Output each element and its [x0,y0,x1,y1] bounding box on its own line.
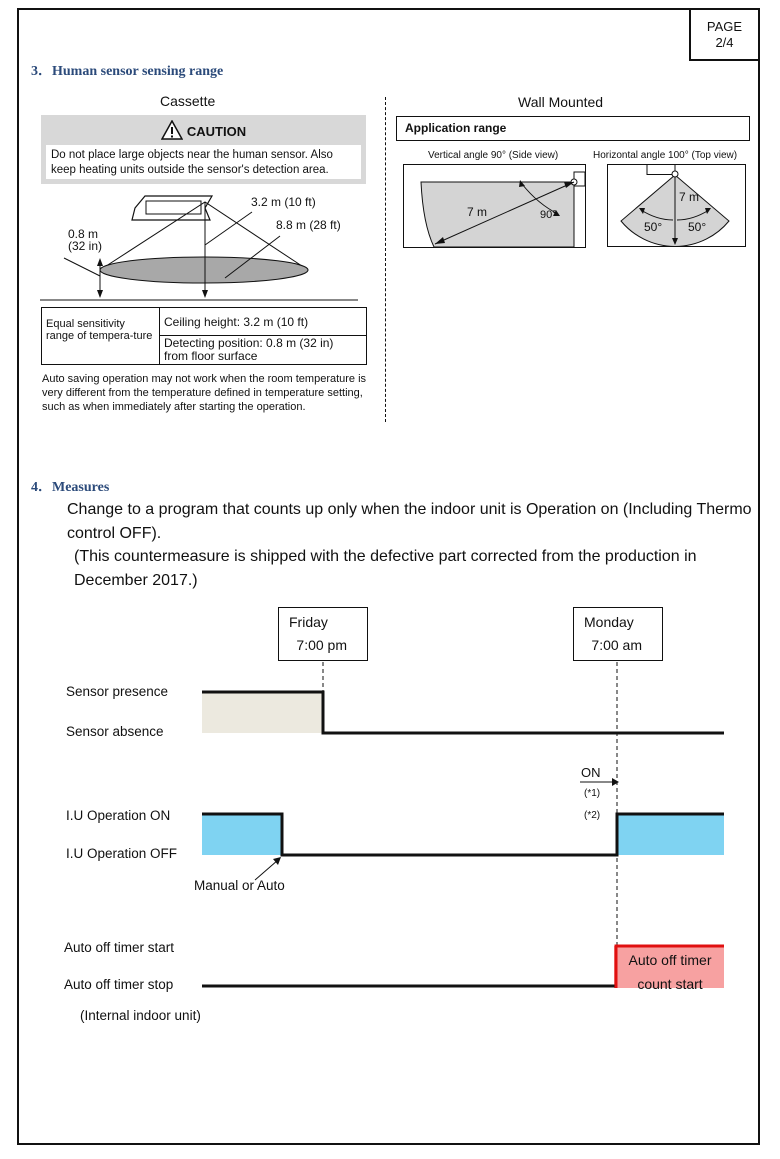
measures-para1-line2: control OFF). [67,525,162,542]
dim-low-m: 0.8 m [68,227,99,241]
iu-off-label: I.U Operation OFF [66,846,178,861]
monday-time: 7:00 am [591,637,642,653]
horizontal-caption: Horizontal angle 100° (Top view) [593,150,738,161]
table-row1: Ceiling height: 3.2 m (10 ft) [164,315,309,329]
on-label: ON [581,765,601,780]
timer-count-label [616,948,724,996]
dim-width: 8.8 m (28 ft) [276,218,341,232]
wall-mounted-title: Wall Mounted [518,94,604,110]
note-1: (*1) [584,788,601,799]
side-view-diagram [403,164,586,249]
caution-header [41,115,366,145]
top-angle-left: 50° [644,220,663,234]
sensor-absence-label: Sensor absence [66,724,164,739]
application-range-box: Application range [396,116,750,141]
measures-para1-line1: Change to a program that counts up only when the indoor unit is Operation on (Including Thermo [67,501,752,518]
column-divider [385,97,386,422]
measures-para2-line1: (This countermeasure is shipped with the defective part corrected from the production in [74,548,697,565]
timer-count-line2: count start [637,976,703,992]
section-3-title: 3．Human sensor sensing range [31,64,224,79]
cassette-title: Cassette [160,93,216,109]
iu-on-label: I.U Operation ON [66,808,171,823]
monday-day: Monday [584,614,634,630]
timer-start-label: Auto off timer start [64,940,175,955]
timer-count-line1: Auto off timer [628,952,712,968]
sensitivity-table [41,307,367,365]
friday-time: 7:00 pm [296,637,347,653]
manual-or-auto-label: Manual or Auto [194,878,285,893]
table-row2-a: Detecting position: 0.8 m (32 in) [164,336,334,350]
top-distance: 7 m [679,190,700,204]
dim-height: 3.2 m (10 ft) [251,195,316,209]
caution-title: CAUTION [186,124,247,139]
internal-indoor-label: (Internal indoor unit) [80,1008,201,1023]
monday-marker-box [573,607,663,661]
caution-box [41,115,366,184]
sensor-presence-label: Sensor presence [66,684,169,699]
friday-day: Friday [289,614,328,630]
table-row2-b: from floor surface [164,349,258,363]
top-view-diagram [607,164,747,248]
timer-stop-label: Auto off timer stop [64,977,174,992]
section-4-title: 4．Measures [31,480,110,495]
caution-text: Do not place large objects near the human sensor. Also keep heating units outside the sensor's detection area. [46,145,361,179]
dim-low-in: (32 in) [68,239,103,253]
page-label: PAGE [706,19,743,34]
page-number: 2/4 [715,35,734,50]
page-number-box [689,8,760,61]
warning-icon [161,120,183,140]
side-angle: 90° [540,209,557,221]
auto-saving-note: Auto saving operation may not work when the room temperature is very different from the temperature defined in temperature setting, such as when immediately after starting the operation. [42,373,367,413]
table-left-cell: Equal sensitivity range of tempera-ture [46,318,153,342]
friday-marker-box [278,607,368,661]
side-distance: 7 m [467,205,488,219]
table-divider-v [159,308,160,364]
vertical-caption: Vertical angle 90° (Side view) [428,150,559,161]
top-angle-right: 50° [688,220,707,234]
note-2: (*2) [584,810,601,821]
measures-para2-line2: December 2017.) [74,572,198,589]
